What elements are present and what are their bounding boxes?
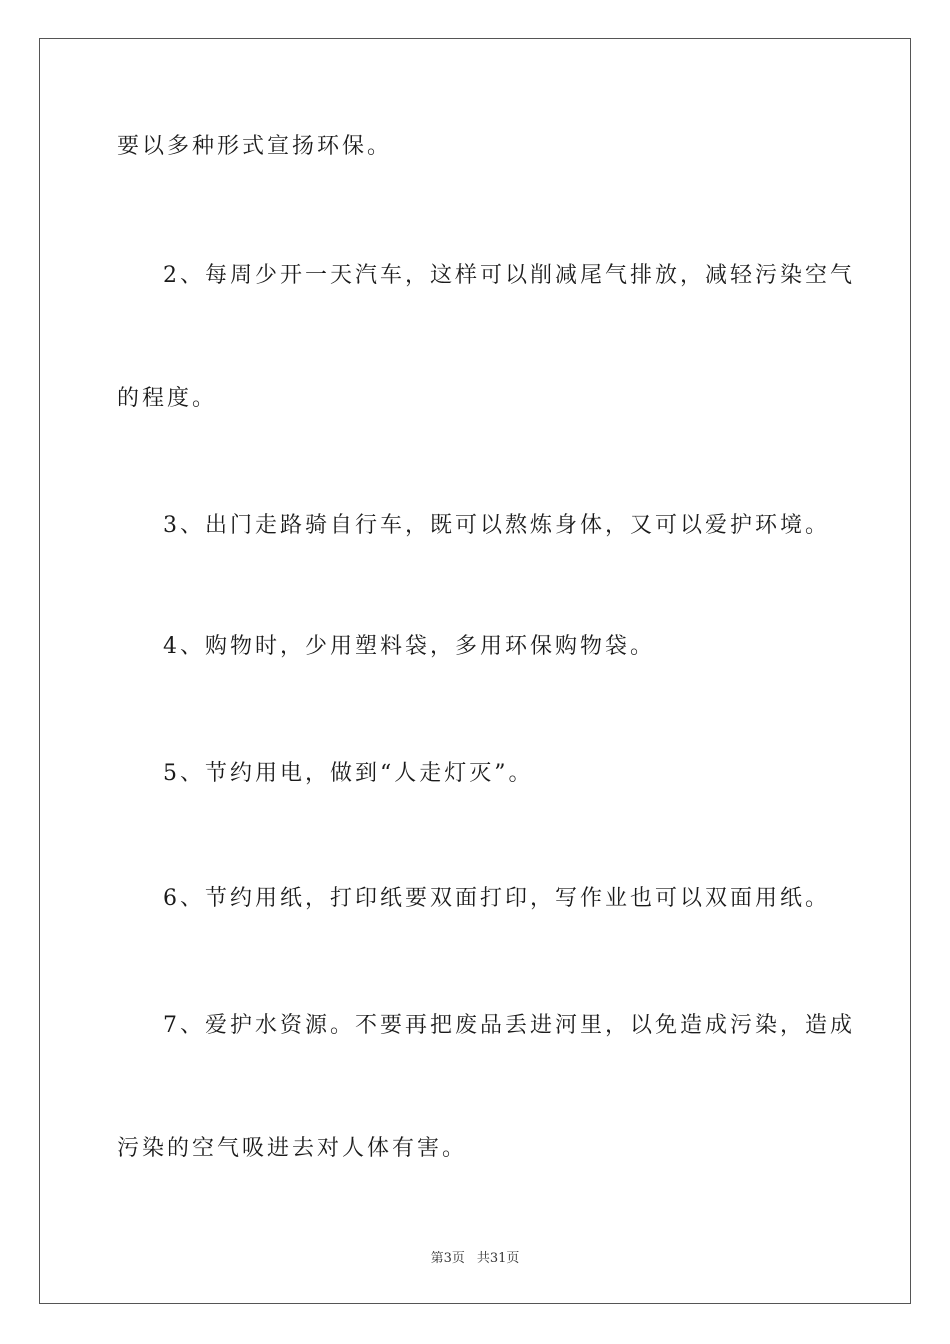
text-line-continuation: 污染的空气吸进去对人体有害。 (117, 1136, 468, 1161)
text-line-continuation: 的程度。 (117, 386, 218, 411)
page-footer (0, 1247, 950, 1266)
list-item-3: 3、出门走路骑自行车，既可以熬炼身体，又可以爱护环境。 (163, 513, 830, 538)
list-item-7: 7、爱护水资源。不要再把废品丢进河里，以免造成污染，造成 (163, 1013, 855, 1038)
list-item-4: 4、购物时，少用塑料袋，多用环保购物袋。 (163, 634, 655, 659)
page-number: 第3页 (430, 1251, 465, 1266)
list-item-5: 5、节约用电，做到“人走灯灭”。 (163, 761, 534, 786)
page-total: 共31页 (476, 1251, 520, 1266)
list-item-6: 6、节约用纸，打印纸要双面打印，写作业也可以双面用纸。 (163, 886, 830, 911)
page-border (39, 38, 911, 1304)
list-item-2: 2、每周少开一天汽车，这样可以削减尾气排放，减轻污染空气 (163, 263, 855, 288)
text-line-continuation: 要以多种形式宣扬环保。 (117, 134, 393, 159)
